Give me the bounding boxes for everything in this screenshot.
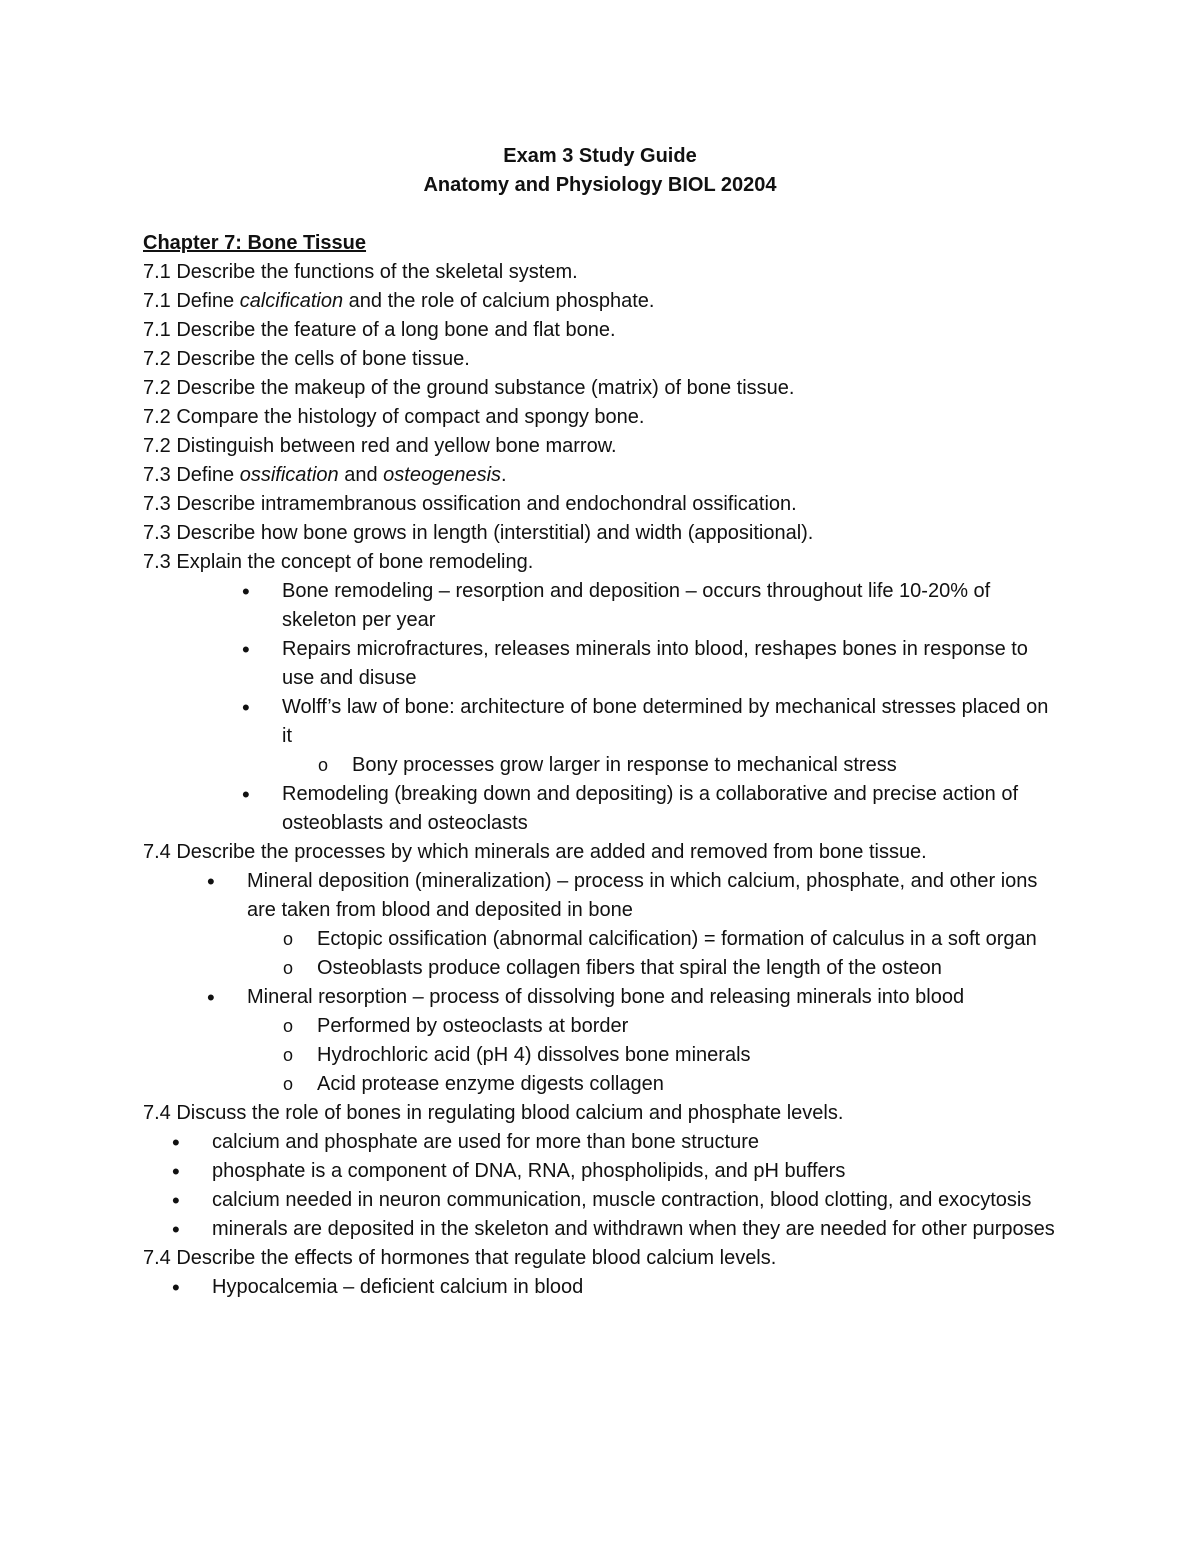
objective: 7.1 Define calcification and the role of calcium phosphate. — [143, 290, 655, 312]
objective: 7.1 Describe the feature of a long bone and flat bone. — [143, 319, 616, 341]
sub-list-item: o Ectopic ossification (abnormal calcification) = formation of calculus in a soft organ — [317, 925, 1063, 954]
objective: 7.2 Distinguish between red and yellow bone marrow. — [143, 435, 617, 457]
sub-list-item: o Hydrochloric acid (pH 4) dissolves bone minerals — [317, 1041, 1063, 1070]
list-item: • calcium and phosphate are used for more than bone structure — [212, 1128, 1063, 1157]
list-item: • Repairs microfractures, releases minerals into blood, reshapes bones in response to use and disuse — [282, 635, 1063, 693]
sub-list-item: o Osteoblasts produce collagen fibers that spiral the length of the osteon — [317, 954, 1063, 983]
objective: 7.2 Describe the makeup of the ground substance (matrix) of bone tissue. — [143, 377, 795, 399]
objective: 7.4 Discuss the role of bones in regulating blood calcium and phosphate levels. — [143, 1102, 844, 1124]
list-item: • phosphate is a component of DNA, RNA, phospholipids, and pH buffers — [212, 1157, 1063, 1186]
objective: 7.4 Describe the processes by which minerals are added and removed from bone tissue. — [143, 841, 927, 863]
list-item: • Remodeling (breaking down and depositing) is a collaborative and precise action of osteoblasts and osteoclasts — [282, 780, 1063, 838]
sub-bullets — [247, 1012, 1063, 1099]
sub-bullets — [282, 751, 1063, 780]
chapter-heading: Chapter 7: Bone Tissue — [143, 232, 367, 254]
document-title: Exam 3 Study Guide — [503, 145, 697, 167]
list-item: • Hypocalcemia – deficient calcium in blood — [212, 1273, 1063, 1302]
sub-list-item: o Performed by osteoclasts at border — [317, 1012, 1063, 1041]
objectives-list — [143, 258, 1063, 1302]
list-item: • Mineral resorption – process of dissolving bone and releasing minerals into blood o Performed by osteoclasts at border o Hydrochloric acid (pH 4) dissolves bone minerals o Acid protease enzyme digests collagen — [247, 983, 1063, 1099]
objective: 7.3 Describe how bone grows in length (interstitial) and width (appositional). — [143, 522, 814, 544]
sub-bullets — [247, 925, 1063, 983]
calcium-bullets — [143, 1128, 1063, 1244]
sub-list-item: o Acid protease enzyme digests collagen — [317, 1070, 1063, 1099]
objective: 7.2 Describe the cells of bone tissue. — [143, 348, 470, 370]
objective: 7.1 Describe the functions of the skeletal system. — [143, 261, 578, 283]
hormone-bullets — [143, 1273, 1063, 1302]
list-item: • Wolff’s law of bone: architecture of bone determined by mechanical stresses placed on it o Bony processes grow larger in response to mechanical stress — [282, 693, 1063, 780]
list-item: • Mineral deposition (mineralization) – process in which calcium, phosphate, and other ions are taken from blood and deposited in bone o Ectopic ossification (abnormal calcification) = formation of calculus in a soft organ o Osteoblasts produce collagen fibers that spiral the length of the osteon — [247, 867, 1063, 983]
objective: 7.2 Compare the histology of compact and spongy bone. — [143, 406, 645, 428]
objective: 7.4 Describe the effects of hormones that regulate blood calcium levels. — [143, 1247, 777, 1269]
remodeling-bullets — [143, 577, 1063, 838]
list-item: • minerals are deposited in the skeleton and withdrawn when they are needed for other purposes — [212, 1215, 1063, 1244]
list-item: • calcium needed in neuron communication, muscle contraction, blood clotting, and exocytosis — [212, 1186, 1063, 1215]
mineral-bullets — [143, 867, 1063, 1099]
list-item: • Bone remodeling – resorption and deposition – occurs throughout life 10-20% of skeleton per year — [282, 577, 1063, 635]
sub-list-item: o Bony processes grow larger in response to mechanical stress — [352, 751, 1063, 780]
objective: 7.3 Define ossification and osteogenesis. — [143, 464, 507, 486]
objective: 7.3 Explain the concept of bone remodeling. — [143, 551, 534, 573]
document-subtitle: Anatomy and Physiology BIOL 20204 — [423, 174, 777, 196]
objective: 7.3 Describe intramembranous ossification and endochondral ossification. — [143, 493, 797, 515]
